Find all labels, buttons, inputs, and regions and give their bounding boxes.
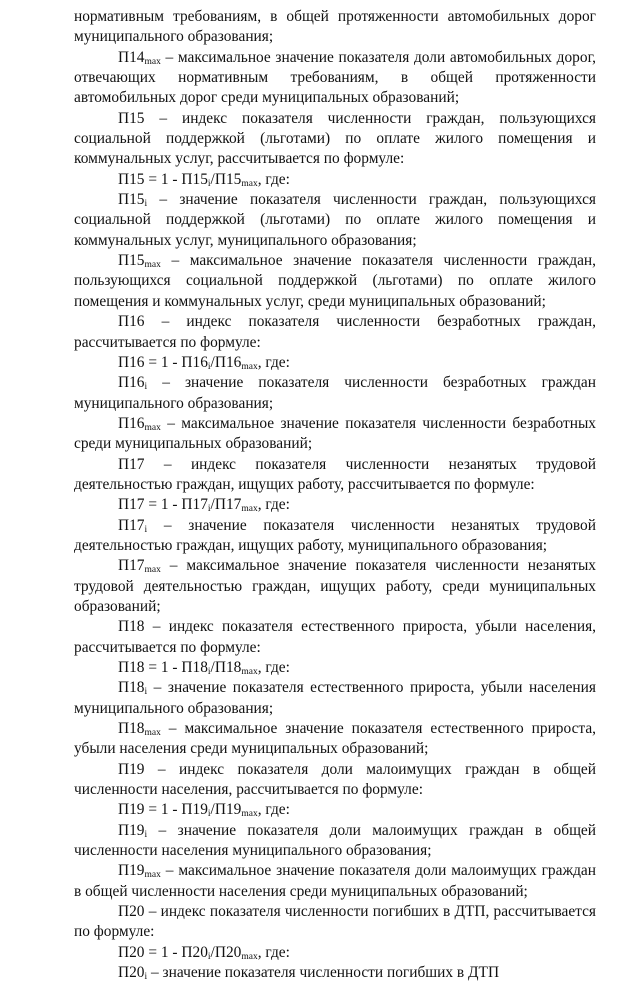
subscript: i [144,687,148,698]
subscript: max [144,728,161,739]
paragraph [74,821,596,862]
text-run: , где: [257,659,290,676]
text-run: /П18 [210,659,242,676]
text-run: П16 – индекс показателя численности безработных граждан, рассчитывается по формуле: [74,313,596,351]
subscript: max [144,260,161,271]
text-run: – значение показателя численности незанятых трудовой деятельностью граждан, ищущих работу, муниципального образования; [74,516,596,554]
subscript: i [207,951,211,962]
subscript: i [144,972,148,983]
formula-line [74,353,596,373]
subscript: max [241,504,258,515]
subscript: i [144,524,148,535]
text-run: П20 = 1 - П20 [118,943,208,961]
text-run: нормативным требованиям, в общей протяженности автомобильных дорог муниципального образования; [74,8,596,46]
subscript: max [241,667,258,677]
subscript: i [207,667,211,677]
formula-line [74,170,596,190]
text-run: – значение показателя численности погибших в ДТП [147,964,500,982]
document-page [74,7,596,984]
text-run: – значение показателя доли малоимущих граждан в общей численности населения муниципального образования; [74,821,596,860]
text-run: /П15 [210,170,242,188]
paragraph [74,373,596,414]
text-run: , где: [257,801,290,819]
subscript: i [207,504,211,515]
text-run: – максимальное значение показателя численности безработных среди муниципальных образований; [74,414,596,453]
paragraph [74,414,596,455]
text-run: П19 = 1 - П19 [118,801,208,819]
text-run: П16 = 1 - П16 [118,353,208,371]
paragraph [74,251,596,312]
text-run: П20 – индекс показателя численности погибших в ДТП, рассчитывается по формуле: [74,903,596,941]
subscript: i [144,382,148,393]
formula-line [74,495,596,515]
subscript: max [241,178,258,189]
text-run: /П16 [210,353,242,371]
text-run: П15 [118,191,145,209]
text-run: П14 [118,48,145,66]
text-run: – максимальное значение показателя доли автомобильных дорог, отвечающих нормативным требованиям, в общей протяженности автомобильных дорог среди муниципальных образований; [74,48,596,107]
paragraph [74,902,596,943]
paragraph [74,678,596,719]
formula-line [74,800,596,820]
text-run: П19 [118,862,145,880]
paragraph [74,312,596,353]
paragraph [74,861,596,902]
subscript: max [144,870,161,881]
text-run: – максимальное значение показателя численности граждан, пользующихся социальной поддержкой (льготами) по оплате жилого помещения и коммунальных услуг, среди муниципальных образований; [74,252,596,310]
subscript: max [144,565,161,576]
text-run: /П20 [210,943,242,961]
text-run: – максимальное значение показателя численности незанятых трудовой деятельностью граждан, ищущих работу, среди муниципальных образований; [74,557,596,615]
subscript: max [144,422,161,433]
paragraph [74,760,596,801]
subscript: i [207,361,211,372]
text-run: , где: [257,170,290,188]
subscript: i [144,199,148,210]
text-run: П15 [118,252,145,270]
subscript: i [207,178,211,189]
text-run: П18 [118,720,145,738]
text-run: /П17 [210,496,242,514]
subscript: max [144,56,161,67]
text-run: П15 = 1 - П15 [118,170,208,188]
text-run: П16 [118,374,145,392]
text-run: – значение показателя естественного прироста, убыли населения муниципального образования; [74,679,596,717]
text-run: П17 – индекс показателя численности незанятых трудовой деятельностью граждан, ищущих работу, рассчитывается по формуле: [74,455,596,493]
text-run: П17 = 1 - П17 [118,496,208,514]
text-run: П19 [118,821,145,839]
paragraph [74,516,596,557]
subscript: max [241,809,258,820]
text-run: П16 [118,414,145,432]
text-run: – значение показателя численности граждан, пользующихся социальной поддержкой (льготами) по оплате жилого помещения и коммунальных услуг, муниципального образования; [74,191,596,249]
paragraph [74,109,596,170]
paragraph [74,455,596,496]
text-run: , где: [257,943,290,961]
text-run: – значение показателя численности безработных граждан муниципального образования; [74,374,596,412]
paragraph [74,617,596,658]
text-run: /П19 [210,801,242,819]
subscript: max [241,951,258,962]
text-run: П18 = 1 - П18 [118,659,208,676]
paragraph [74,48,596,109]
text-run: – максимальное значение показателя естественного прироста, убыли населения среди муниципальных образований; [74,720,596,758]
text-run: П17 [118,516,145,534]
subscript: i [144,829,148,840]
paragraph [74,963,596,983]
text-run: П20 [118,964,145,982]
paragraph [74,556,596,617]
formula-line [74,943,596,963]
subscript: i [207,809,211,820]
text-run: , где: [257,353,290,371]
text-run: П18 [118,679,145,697]
subscript: max [241,361,258,372]
paragraph [74,719,596,760]
text-run: , где: [257,496,290,514]
paragraph [74,7,596,48]
text-run: П18 – индекс показателя естественного прироста, убыли населения, рассчитывается по формуле: [74,618,596,656]
paragraph [74,190,596,251]
text-run: П17 [118,557,145,575]
text-run: П19 – индекс показателя доли малоимущих граждан в общей численности населения, рассчитывается по формуле: [74,760,596,799]
text-run: – максимальное значение показателя доли малоимущих граждан в общей численности населения среди муниципальных образований; [74,862,596,900]
text-run: П15 – индекс показателя численности граждан, пользующихся социальной поддержкой (льготами) по оплате жилого помещения и коммунальных услуг, рассчитывается по формуле: [74,109,596,168]
formula-line [74,658,596,678]
